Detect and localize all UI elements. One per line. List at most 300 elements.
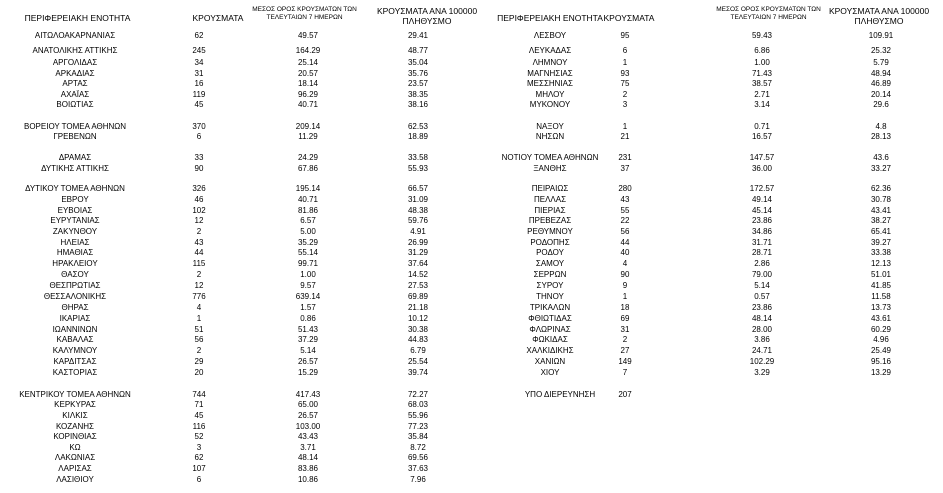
region-name: ΛΑΡΙΣΑΣ	[58, 464, 92, 473]
cases-value: 20	[194, 368, 204, 377]
table-row	[0, 45, 468, 56]
cases-value: 33	[194, 153, 204, 162]
cases-value: 2	[622, 90, 628, 99]
per-100000-value: 35.84	[407, 432, 429, 441]
table-row	[0, 215, 468, 226]
per-100000-value: 35.04	[407, 58, 429, 67]
cases-value: 2	[196, 227, 202, 236]
table-row	[475, 99, 943, 110]
avg-value: 2.86	[754, 259, 770, 268]
avg-value: 35.29	[297, 238, 319, 247]
avg-value: 28.71	[751, 248, 773, 257]
per-100000-value: 29.6	[873, 100, 889, 109]
table-row	[475, 389, 943, 400]
table-row	[475, 78, 943, 89]
avg-value: 24.71	[751, 346, 773, 355]
cases-value: 2	[622, 335, 628, 344]
per-100000-value: 39.27	[870, 238, 892, 247]
avg-value: 6.86	[754, 46, 770, 55]
avg-value: 5.14	[300, 346, 316, 355]
region-name: ΘΕΣΠΡΩΤΙΑΣ	[49, 281, 101, 290]
region-name: ΚΑΒΑΛΑΣ	[56, 335, 94, 344]
cases-value: 9	[622, 281, 628, 290]
per-100000-value: 66.57	[407, 184, 429, 193]
region-name: ΒΟΡΕΙΟΥ ΤΟΜΕΑ ΑΘΗΝΩΝ	[23, 122, 127, 131]
per-100000-value: 39.74	[407, 368, 429, 377]
cases-value: 1	[622, 58, 628, 67]
right-table	[475, 0, 943, 493]
region-name: ΚΑΣΤΟΡΙΑΣ	[52, 368, 98, 377]
region-name: ΗΡΑΚΛΕΙΟΥ	[52, 259, 98, 268]
cases-value: 1	[622, 292, 628, 301]
region-name: ΠΕΙΡΑΙΩΣ	[531, 184, 569, 193]
cases-value: 75	[620, 79, 630, 88]
per-100000-value: 30.38	[407, 325, 429, 334]
cases-value: 207	[618, 390, 632, 399]
per-100000-value: 48.77	[407, 46, 429, 55]
table-row	[475, 45, 943, 56]
cases-value: 43	[620, 195, 630, 204]
per-100000-value: 59.76	[407, 216, 429, 225]
avg-value: 51.43	[297, 325, 319, 334]
avg-value: 3.86	[754, 335, 770, 344]
avg-value: 1.00	[754, 58, 770, 67]
region-name: ΧΙΟΥ	[540, 368, 560, 377]
per-100000-value: 60.29	[870, 325, 892, 334]
cases-value: 744	[192, 390, 206, 399]
region-name: ΠΡΕΒΕΖΑΣ	[528, 216, 572, 225]
region-name: ΔΥΤΙΚΟΥ ΤΟΜΕΑ ΑΘΗΝΩΝ	[25, 184, 125, 193]
table-row	[475, 334, 943, 345]
cases-value: 116	[192, 422, 206, 431]
per-100000-value: 10.12	[407, 314, 429, 323]
cases-value: 62	[194, 31, 204, 40]
table-row	[475, 30, 943, 41]
region-name: ΡΟΔΟΠΗΣ	[530, 238, 570, 247]
region-name: ΘΗΡΑΣ	[61, 303, 89, 312]
region-name: ΛΑΚΩΝΙΑΣ	[54, 453, 96, 462]
per-100000-value: 25.32	[870, 46, 892, 55]
per-100000-value: 13.29	[870, 368, 892, 377]
region-name: ΔΥΤΙΚΗΣ ΑΤΤΙΚΗΣ	[41, 164, 109, 173]
region-name: ΚΟΖΑΝΗΣ	[55, 422, 95, 431]
table-row	[475, 247, 943, 258]
per-100000-value: 4.96	[873, 335, 889, 344]
table-row	[0, 291, 468, 302]
per-100000-value: 48.94	[870, 69, 892, 78]
table-row	[0, 410, 468, 421]
region-name: ΑΡΚΑΔΙΑΣ	[55, 69, 95, 78]
region-name: ΣΕΡΡΩΝ	[533, 270, 567, 279]
table-row	[475, 258, 943, 269]
cases-value: 21	[620, 132, 630, 141]
per-100000-value: 38.27	[870, 216, 892, 225]
per-100000-value: 38.35	[407, 90, 429, 99]
cases-value: 107	[192, 464, 206, 473]
cases-value: 12	[194, 281, 204, 290]
cases-value: 62	[194, 453, 204, 462]
avg-value: 3.71	[300, 443, 316, 452]
cases-value: 45	[194, 100, 204, 109]
per-100000-value: 69.56	[407, 453, 429, 462]
avg-value: 9.57	[300, 281, 316, 290]
region-name: ΙΚΑΡΙΑΣ	[59, 314, 91, 323]
per-100000-value: 8.72	[410, 443, 426, 452]
region-name: ΖΑΚΥΝΘΟΥ	[52, 227, 98, 236]
avg-value: 18.14	[297, 79, 319, 88]
region-name: ΝΑΞΟΥ	[536, 122, 564, 131]
per-100000-value: 18.89	[407, 132, 429, 141]
avg-value: 40.71	[297, 195, 319, 204]
table-row	[0, 474, 468, 485]
avg-value: 37.29	[297, 335, 319, 344]
per-100000-value: 62.53	[407, 122, 429, 131]
cases-value: 1	[622, 122, 628, 131]
cases-value: 6	[196, 132, 202, 141]
table-row	[0, 258, 468, 269]
avg-value: 5.14	[754, 281, 770, 290]
region-name: ΠΕΛΛΑΣ	[533, 195, 567, 204]
avg-value: 1.00	[300, 270, 316, 279]
avg-value: 11.29	[298, 132, 318, 141]
avg-value: 49.14	[751, 195, 773, 204]
avg-value: 43.43	[297, 432, 319, 441]
cases-value: 4	[622, 259, 628, 268]
table-row	[0, 431, 468, 442]
cases-value: 6	[622, 46, 628, 55]
avg-value: 34.86	[751, 227, 773, 236]
per-100000-value: 46.89	[870, 79, 892, 88]
table-row	[0, 313, 468, 324]
avg-value: 1.57	[300, 303, 316, 312]
region-name: ΝΟΤΙΟΥ ΤΟΜΕΑ ΑΘΗΝΩΝ	[501, 153, 599, 162]
per-100000-value: 29.41	[407, 31, 429, 40]
per-100000-value: 35.76	[407, 69, 429, 78]
table-row	[475, 215, 943, 226]
cases-value: 776	[192, 292, 206, 301]
per-100000-value: 109.91	[868, 31, 894, 40]
region-name: ΚΩ	[69, 443, 81, 452]
cases-value: 31	[194, 69, 204, 78]
table-row	[475, 367, 943, 378]
table-row	[0, 280, 468, 291]
per-100000-value: 30.78	[870, 195, 892, 204]
region-name: ΦΩΚΙΔΑΣ	[532, 335, 568, 344]
per-100000-value: 21.18	[407, 303, 429, 312]
avg-value: 0.71	[754, 122, 770, 131]
region-name: ΧΑΛΚΙΔΙΚΗΣ	[526, 346, 574, 355]
table-row	[475, 302, 943, 313]
table-row	[0, 334, 468, 345]
region-name: ΣΑΜΟΥ	[535, 259, 565, 268]
header-region: ΠΕΡΙΦΕΡΕΙΑΚΗ ΕΝΟΤΗΤΑ	[24, 13, 131, 23]
per-100000-value: 51.01	[870, 270, 892, 279]
region-name: ΕΒΡΟΥ	[61, 195, 89, 204]
avg-value: 102.29	[749, 357, 775, 366]
per-100000-value: 14.52	[407, 270, 429, 279]
avg-value: 172.57	[749, 184, 775, 193]
region-name: ΚΑΛΥΜΝΟΥ	[52, 346, 98, 355]
region-name: ΑΙΤΩΛΟΑΚΑΡΝΑΝΙΑΣ	[34, 31, 116, 40]
avg-value: 3.29	[754, 368, 770, 377]
cases-value: 37	[620, 164, 630, 173]
region-name: ΔΡΑΜΑΣ	[58, 153, 92, 162]
cases-value: 45	[194, 411, 204, 420]
table-row	[0, 302, 468, 313]
cases-value: 56	[620, 227, 630, 236]
table-row	[475, 291, 943, 302]
table-row	[0, 269, 468, 280]
region-name: ΚΙΛΚΙΣ	[62, 411, 88, 420]
avg-value: 59.43	[751, 31, 773, 40]
region-name: ΜΥΚΟΝΟΥ	[529, 100, 571, 109]
region-name: ΛΕΣΒΟΥ	[533, 31, 567, 40]
per-100000-value: 33.38	[870, 248, 892, 257]
table-row	[475, 163, 943, 174]
region-name: ΛΕΥΚΑΔΑΣ	[528, 46, 572, 55]
region-name: ΠΙΕΡΙΑΣ	[534, 206, 566, 215]
avg-value: 96.29	[297, 90, 319, 99]
cases-value: 31	[620, 325, 630, 334]
region-name: ΗΜΑΘΙΑΣ	[56, 248, 94, 257]
per-100000-value: 41.85	[870, 281, 892, 290]
per-100000-value: 31.09	[407, 195, 429, 204]
per-100000-value: 55.93	[407, 164, 429, 173]
per-100000-value: 4.91	[410, 227, 426, 236]
cases-value: 6	[196, 475, 202, 484]
header-cases: ΚΡΟΥΣΜΑΤΑ	[603, 13, 655, 23]
per-100000-value: 25.49	[870, 346, 892, 355]
per-100000-value: 43.41	[870, 206, 892, 215]
per-100000-value: 44.83	[407, 335, 429, 344]
per-100000-value: 37.64	[407, 259, 429, 268]
per-100000-value: 7.96	[410, 475, 426, 484]
region-name: ΚΕΝΤΡΙΚΟΥ ΤΟΜΕΑ ΑΘΗΝΩΝ	[19, 390, 131, 399]
avg-value: 20.57	[297, 69, 319, 78]
cases-value: 280	[618, 184, 632, 193]
per-100000-value: 13.73	[870, 303, 892, 312]
avg-value: 15.29	[297, 368, 319, 377]
cases-value: 90	[194, 164, 204, 173]
cases-value: 7	[622, 368, 628, 377]
per-100000-value: 25.54	[407, 357, 429, 366]
region-name: ΦΛΩΡΙΝΑΣ	[529, 325, 571, 334]
table-row	[0, 345, 468, 356]
cases-value: 43	[194, 238, 204, 247]
region-name: ΜΗΛΟΥ	[535, 90, 565, 99]
table-row	[0, 399, 468, 410]
cases-value: 2	[196, 270, 202, 279]
region-name: ΑΡΤΑΣ	[62, 79, 88, 88]
cases-value: 149	[618, 357, 632, 366]
table-row	[475, 280, 943, 291]
region-name: ΘΑΣΟΥ	[61, 270, 89, 279]
avg-value: 45.14	[751, 206, 773, 215]
region-name: ΙΩΑΝΝΙΝΩΝ	[52, 325, 98, 334]
region-name: ΞΑΝΘΗΣ	[533, 164, 567, 173]
avg-value: 5.00	[300, 227, 316, 236]
region-name: ΕΥΒΟΙΑΣ	[57, 206, 93, 215]
cases-value: 231	[618, 153, 632, 162]
cases-value: 18	[620, 303, 630, 312]
cases-value: 95	[620, 31, 630, 40]
region-name: ΡΟΔΟΥ	[536, 248, 564, 257]
avg-value: 38.57	[751, 79, 773, 88]
avg-value: 195.14	[295, 184, 321, 193]
table-row	[0, 57, 468, 68]
cases-value: 245	[192, 46, 206, 55]
avg-value: 23.86	[751, 216, 773, 225]
per-100000-value: 69.89	[407, 292, 429, 301]
region-name: ΜΑΓΝΗΣΙΑΣ	[527, 69, 573, 78]
avg-value: 26.57	[297, 411, 319, 420]
header-per-100000: ΚΡΟΥΣΜΑΤΑ ΑΝΑ 100000 ΠΛΗΘΥΣΜΟ	[828, 6, 930, 26]
avg-value: 79.00	[751, 270, 773, 279]
region-name: ΒΟΙΩΤΙΑΣ	[56, 100, 94, 109]
header-cases: ΚΡΟΥΣΜΑΤΑ	[192, 13, 244, 23]
region-name: ΡΕΘΥΜΝΟΥ	[527, 227, 573, 236]
table-row	[475, 313, 943, 324]
table-row	[475, 131, 943, 142]
avg-value: 639.14	[295, 292, 321, 301]
avg-value: 209.14	[295, 122, 321, 131]
per-100000-value: 77.23	[407, 422, 429, 431]
per-100000-value: 31.29	[407, 248, 429, 257]
cases-value: 12	[194, 216, 204, 225]
cases-value: 370	[192, 122, 206, 131]
table-row	[0, 99, 468, 110]
region-name: ΓΡΕΒΕΝΩΝ	[53, 132, 97, 141]
region-name: ΚΕΡΚΥΡΑΣ	[54, 400, 96, 409]
cases-value: 51	[194, 325, 204, 334]
cases-value: 44	[620, 238, 630, 247]
per-100000-value: 27.53	[407, 281, 429, 290]
per-100000-value: 62.36	[870, 184, 892, 193]
cases-value: 34	[194, 58, 204, 67]
table-row	[475, 345, 943, 356]
table-row	[475, 269, 943, 280]
avg-value: 3.14	[754, 100, 770, 109]
cases-value: 29	[194, 357, 204, 366]
avg-value: 48.14	[751, 314, 773, 323]
table-row	[0, 152, 468, 163]
avg-value: 417.43	[295, 390, 321, 399]
per-100000-value: 11.58	[871, 292, 891, 301]
region-name: ΥΠΟ ΔΙΕΡΕΥΝΗΣΗ	[524, 390, 596, 399]
per-100000-value: 26.99	[407, 238, 429, 247]
region-name: ΚΟΡΙΝΘΙΑΣ	[53, 432, 97, 441]
per-100000-value: 12.13	[870, 259, 892, 268]
region-name: ΤΗΝΟΥ	[536, 292, 564, 301]
avg-value: 55.14	[297, 248, 319, 257]
region-name: ΦΘΙΩΤΙΔΑΣ	[528, 314, 572, 323]
per-100000-value: 4.8	[875, 122, 887, 131]
avg-value: 24.29	[297, 153, 319, 162]
table-row	[0, 247, 468, 258]
per-100000-value: 72.27	[407, 390, 429, 399]
table-row	[475, 226, 943, 237]
table-row	[475, 152, 943, 163]
cases-value: 52	[194, 432, 204, 441]
avg-value: 23.86	[751, 303, 773, 312]
avg-value: 6.57	[300, 216, 316, 225]
per-100000-value: 48.38	[407, 206, 429, 215]
header-per-100000: ΚΡΟΥΣΜΑΤΑ ΑΝΑ 100000 ΠΛΗΘΥΣΜΟ	[376, 6, 478, 26]
region-name: ΣΥΡΟΥ	[536, 281, 564, 290]
region-name: ΑΡΓΟΛΙΔΑΣ	[52, 58, 98, 67]
per-100000-value: 55.96	[407, 411, 429, 420]
cases-value: 69	[620, 314, 630, 323]
region-name: ΑΧΑΪΑΣ	[60, 90, 90, 99]
per-100000-value: 95.16	[870, 357, 892, 366]
header-7day-average: ΜΕΣΟΣ ΟΡΟΣ ΚΡΟΥΣΜΑΤΩΝ ΤΩΝ ΤΕΛΕΥΤΑΙΩΝ 7 ΗΜΕΡΩΝ	[252, 6, 357, 21]
cases-value: 16	[194, 79, 204, 88]
cases-value: 1	[196, 314, 202, 323]
header-7day-average: ΜΕΣΟΣ ΟΡΟΣ ΚΡΟΥΣΜΑΤΩΝ ΤΩΝ ΤΕΛΕΥΤΑΙΩΝ 7 ΗΜΕΡΩΝ	[716, 6, 821, 21]
per-100000-value: 23.57	[407, 79, 429, 88]
table-row	[475, 183, 943, 194]
cases-value: 102	[192, 206, 206, 215]
avg-value: 99.71	[297, 259, 319, 268]
region-name: ΤΡΙΚΑΛΩΝ	[529, 303, 571, 312]
avg-value: 2.71	[754, 90, 770, 99]
cases-value: 4	[196, 303, 202, 312]
per-100000-value: 38.16	[407, 100, 429, 109]
avg-value: 71.43	[751, 69, 773, 78]
per-100000-value: 33.58	[407, 153, 429, 162]
table-row	[475, 194, 943, 205]
avg-value: 36.00	[751, 164, 773, 173]
avg-value: 49.57	[297, 31, 319, 40]
region-name: ΗΛΕΙΑΣ	[60, 238, 90, 247]
table-row	[0, 452, 468, 463]
table-row	[0, 78, 468, 89]
region-name: ΘΕΣΣΑΛΟΝΙΚΗΣ	[43, 292, 107, 301]
avg-value: 26.57	[297, 357, 319, 366]
table-row	[0, 163, 468, 174]
avg-value: 25.14	[297, 58, 319, 67]
cases-value: 119	[192, 90, 206, 99]
avg-value: 103.00	[295, 422, 321, 431]
avg-value: 48.14	[297, 453, 319, 462]
table-row	[0, 356, 468, 367]
cases-value: 326	[192, 184, 206, 193]
region-name: ΚΑΡΔΙΤΣΑΣ	[53, 357, 97, 366]
avg-value: 0.57	[754, 292, 770, 301]
table-row	[0, 183, 468, 194]
avg-value: 16.57	[751, 132, 773, 141]
avg-value: 83.86	[297, 464, 319, 473]
cases-value: 3	[196, 443, 202, 452]
avg-value: 31.71	[751, 238, 773, 247]
table-row	[0, 463, 468, 474]
cases-value: 55	[620, 206, 630, 215]
region-name: ΕΥΡΥΤΑΝΙΑΣ	[50, 216, 100, 225]
per-100000-value: 6.79	[410, 346, 426, 355]
per-100000-value: 37.63	[407, 464, 429, 473]
cases-value: 40	[620, 248, 630, 257]
table-row	[475, 356, 943, 367]
table-row	[0, 194, 468, 205]
avg-value: 81.86	[297, 206, 319, 215]
per-100000-value: 20.14	[870, 90, 892, 99]
avg-value: 40.71	[297, 100, 319, 109]
table-row	[0, 367, 468, 378]
region-name: ΛΑΣΙΘΙΟΥ	[56, 475, 94, 484]
table-row	[0, 226, 468, 237]
cases-value: 44	[194, 248, 204, 257]
cases-value: 3	[622, 100, 628, 109]
